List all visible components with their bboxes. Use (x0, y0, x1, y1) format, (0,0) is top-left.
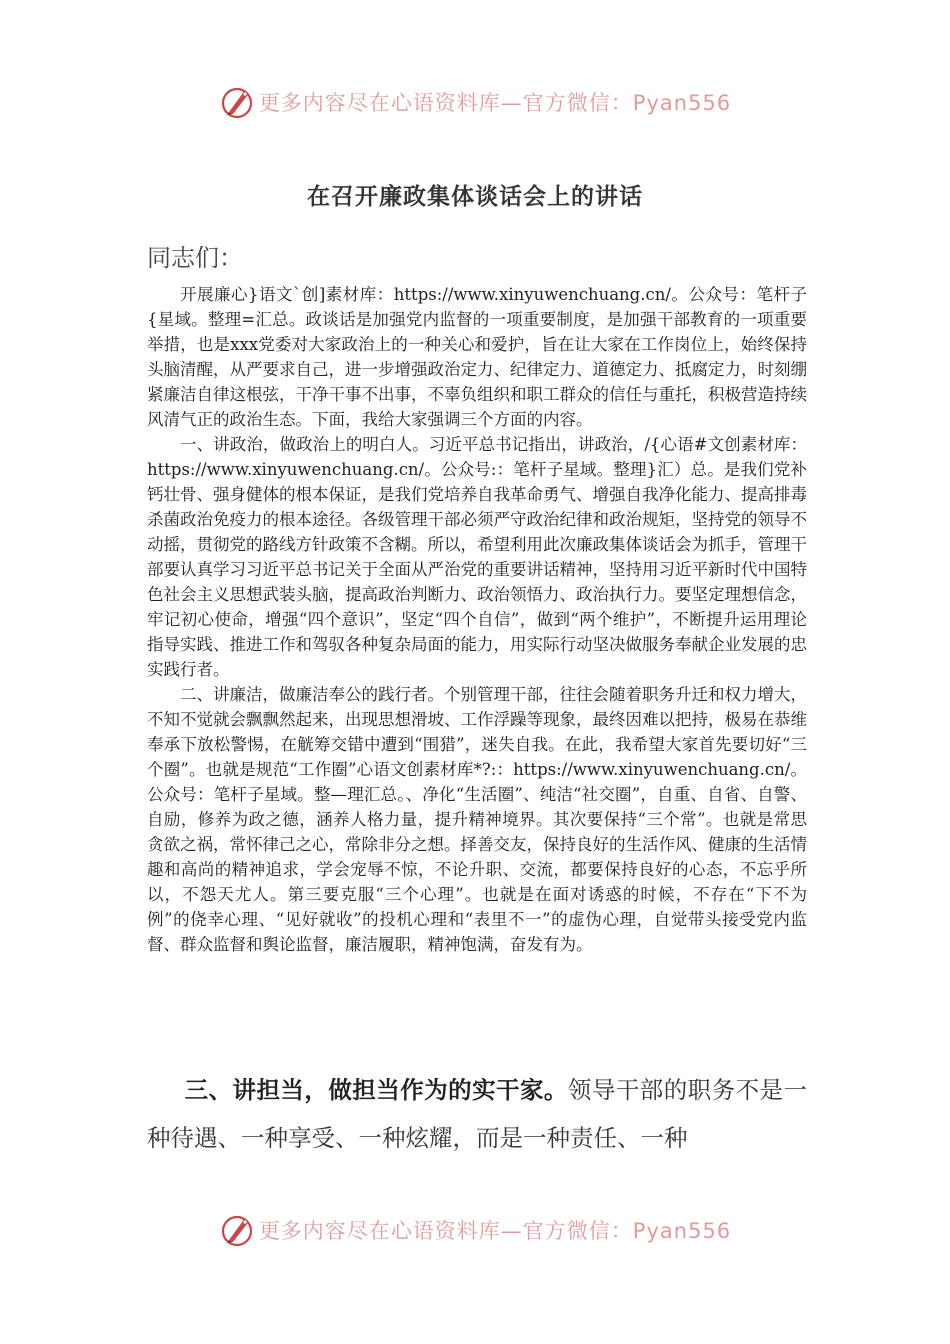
paragraph-section-2: 二、讲廉洁，做廉洁奉公的践行者。个别管理干部，往往会随着职务升迁和权力增大，不知不觉就会飘飘然起来，出现思想滑坡、工作浮躁等现象，最终因难以把持，极易在恭维奉承下放松警惕，在觥筹交错中遭到“围猎”，迷失自我。在此，我希望大家首先要切好“三个圈”。也就是规范“工作圈”心语文创素材库*?:：https://www.xinyuwenchuang.cn/。公众号：笔杆子星域。整—理汇总。、净化“生活圈”、纯洁“社交圈”，自重、自省、自警、自励，修养为政之德，涵养人格力量，提升精神境界。其次要保持“三个常”。也就是常思贪欲之祸，常怀律己之心，常除非分之想。择善交友，保持良好的生活作风、健康的生活情趣和高尚的精神追求，学会宠辱不惊，不论升职、交流，都要保持良好的心态，不忘乎所以，不怨天尤人。第三要克服“三个心理”。也就是在面对诱惑的时候，不存在“下不为例”的侥幸心理、“见好就收”的投机心理和“表里不一”的虚伪心理，自觉带头接受党内监督、群众监督和舆论监督，廉洁履职，精神饱满，奋发有为。 (147, 685, 807, 954)
section-3-heading: 三、讲担当，做担当作为的实干家。 (184, 1076, 568, 1104)
paragraph-section-1: 一、讲政治，做政治上的明白人。习近平总书记指出，讲政治，/{心语#文创素材库：https://www.xinyuwenchuang.cn/。公众号:：笔杆子星域。整理}汇）总。是我们党补钙壮骨、强身健体的根本保证，是我们党培养自我革命勇气、增强自我净化能力、提高排毒杀菌政治免疫力的根本途径。各级管理干部必须严守政治纪律和政治规矩，坚持党的领导不动摇，贯彻党的路线方针政策不含糊。所以，希望利用此次廉政集体谈话会为抓手，管理干部要认真学习习近平总书记关于全面从严治党的重要讲话精神，坚持用习近平新时代中国特色社会主义思想武装头脑，提高政治判断力、政治领悟力、政治执行力。要坚定理想信念，牢记初心使命，增强“四个意识”，坚定“四个自信”，做到“两个维护”，不断提升运用理论指导实践、推进工作和驾驭各种复杂局面的能力，用实际行动坚决做服务奉献企业发展的忠实践行者。 (147, 435, 807, 679)
footer-banner (0, 1210, 950, 1250)
document-body (147, 282, 807, 957)
paragraph-intro: 开展廉心}语文`创]素材库：https://www.xinyuwenchuang.cn/。公众号：笔杆子{星域。整理=汇总。政谈话是加强党内监督的一项重要制度，是加强干部教育的一项重要举措，也是xxx党委对大家政治上的一种关心和爱护，旨在让大家在工作岗位上，始终保持头脑清醒，从严要求自己，进一步增强政治定力、纪律定力、道德定力、抵腐定力，时刻绷紧廉洁自律这根弦，干净干事不出事，不辜负组织和职工群众的信任与重托，积极营造持续风清气正的政治生态。下面，我给大家强调三个方面的内容。 (147, 285, 807, 429)
document-title: 在召开廉政集体谈话会上的讲话 (307, 183, 643, 210)
pen-circle-logo-icon (219, 1212, 255, 1248)
pen-circle-logo-icon (219, 84, 255, 120)
section-3-text: 领导干部的职务不是一种待遇、一种享受、一种炫耀，而是一种责任、一种 (147, 1076, 808, 1152)
greeting: 同志们： (147, 244, 243, 272)
paragraph-section-3 (147, 1066, 807, 1162)
banner-text: 更多内容尽在心语资料库—官方微信：Pyan556 (258, 1219, 732, 1243)
header-banner (0, 82, 950, 122)
banner-text: 更多内容尽在心语资料库—官方微信：Pyan556 (258, 91, 732, 115)
